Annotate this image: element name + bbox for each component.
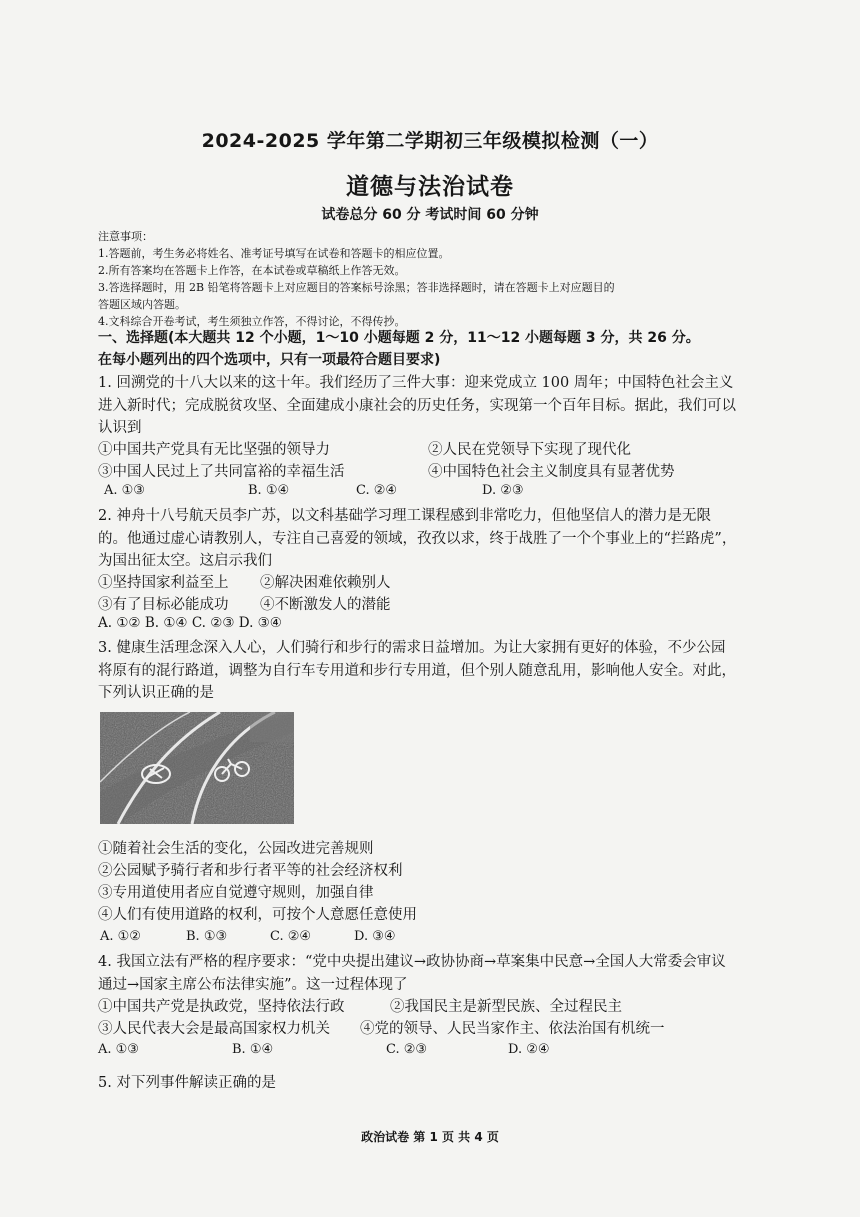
q1-options — [98, 483, 738, 505]
q4-statements-row — [98, 1017, 738, 1039]
q3-stem: 3. 健康生活理念深入人心，人们骑行和步行的需求日益增加。为让大家拥有更好的体验，不少公园将原有的混行路道，调整为自行车专用道和步行专用道，但个别人随意乱用，影响他人安全。对此，下列认识正确的是 — [98, 640, 736, 701]
q3-statement: ④人们有使用道路的权利，可按个人意愿任意使用 — [98, 907, 417, 923]
q2-statement: ③有了目标必能成功 — [98, 597, 229, 613]
note-item: 1.答题前，考生务必将姓名、准考证号填写在试卷和答题卡的相应位置。 — [98, 247, 450, 260]
exam-info: 试卷总分 60 分 考试时间 60 分钟 — [321, 207, 539, 223]
q1-option-a: A. ①③ — [104, 483, 145, 498]
notes-heading: 注意事项： — [98, 230, 153, 243]
q1-statements-row — [98, 460, 738, 482]
q2-statement: ①坚持国家利益至上 — [98, 575, 229, 591]
q4-statement: ④党的领导、人民当家作主、依法治国有机统一 — [360, 1021, 665, 1037]
note-item: 答题区域内答题。 — [98, 298, 186, 311]
q3-statement: ③专用道使用者应自觉遵守规则，加强自律 — [98, 885, 374, 901]
q3-option-b: B. ①③ — [186, 929, 228, 944]
q1-statements-row — [98, 438, 738, 460]
note-item: 3.答选择题时，用 2B 铅笔将答题卡上对应题目的答案标号涂黑；答非选择题时，请在答题卡上对应题目的 — [98, 281, 615, 294]
q1-option-b: B. ①④ — [248, 483, 290, 498]
notes-block — [98, 228, 738, 330]
q3-option-c: C. ②④ — [270, 929, 312, 944]
q3-options — [98, 929, 738, 951]
q2-stem: 2. 神舟十八号航天员李广苏，以文科基础学习理工课程感到非常吃力，但他坚信人的潜力是无限的。他通过虚心请教别人，专注自己喜爱的领域，孜孜以求，终于战胜了一个个事业上的“拦路虎”，为国出征太空。这启示我们 — [98, 508, 737, 569]
exam-title: 2024-2025 学年第二学期初三年级模拟检测（一） — [201, 130, 659, 152]
q3-statement: ①随着社会生活的变化，公园改进完善规则 — [98, 841, 374, 857]
q1-statement: ④中国特色社会主义制度具有显著优势 — [428, 464, 675, 480]
page-footer: 政治试卷 第 1 页 共 4 页 — [361, 1130, 499, 1144]
q1-statement: ③中国人民过上了共同富裕的幸福生活 — [98, 464, 345, 480]
q4-option-a: A. ①③ — [98, 1042, 139, 1057]
q1-option-c: C. ②④ — [356, 483, 398, 498]
q1-statement: ②人民在党领导下实现了现代化 — [428, 442, 631, 458]
q5-stem: 5. 对下列事件解读正确的是 — [98, 1075, 276, 1091]
q3-option-d: D. ③④ — [354, 929, 396, 944]
section-line: 一、选择题(本大题共 12 个小题，1～10 小题每题 2 分，11～12 小题每题 3 分，共 26 分。 — [98, 330, 700, 346]
q2-options: A. ①② B. ①④ C. ②③ D. ③④ — [98, 615, 282, 631]
q2-statement: ②解决困难依赖别人 — [260, 575, 391, 591]
q3-statement: ②公园赋予骑行者和步行者平等的社会经济权利 — [98, 863, 403, 879]
note-item: 2.所有答案均在答题卡上作答，在本试卷或草稿纸上作答无效。 — [98, 264, 406, 277]
q4-option-d: D. ②④ — [508, 1042, 550, 1057]
q4-option-b: B. ①④ — [232, 1042, 274, 1057]
q4-statement: ③人民代表大会是最高国家权力机关 — [98, 1021, 330, 1037]
q1-option-d: D. ②③ — [482, 483, 524, 498]
section-line: 在每小题列出的四个选项中，只有一项最符合题目要求) — [98, 352, 441, 368]
q3-option-a: A. ①② — [100, 929, 141, 944]
note-item: 4.文科综合开卷考试，考生须独立作答，不得讨论，不得传抄。 — [98, 315, 406, 328]
q4-statement: ①中国共产党是执政党，坚持依法行政 — [98, 999, 345, 1015]
subject-title: 道德与法治试卷 — [346, 174, 514, 200]
q4-options — [98, 1042, 738, 1064]
q4-stem: 4. 我国立法有严格的程序要求：“党中央提出建议→政协协商→草案集中民意→全国人大常委会审议通过→国家主席公布法律实施”。这一过程体现了 — [98, 954, 726, 993]
q2-statement: ④不断激发人的潜能 — [260, 597, 391, 613]
bike-lane-photo — [100, 712, 294, 824]
q1-stem: 1. 回溯党的十八大以来的这十年。我们经历了三件大事：迎来党成立 100 周年；中国特色社会主义进入新时代；完成脱贫攻坚、全面建成小康社会的历史任务，实现第一个百年目标。据此，我们可以认识到 — [98, 375, 736, 436]
section-heading — [98, 327, 758, 371]
q2-statements-row — [98, 593, 738, 615]
q4-option-c: C. ②③ — [386, 1042, 428, 1057]
q2-statements-row — [98, 571, 738, 593]
q4-statements-row — [98, 995, 738, 1017]
q1-statement: ①中国共产党具有无比坚强的领导力 — [98, 442, 330, 458]
q4-statement: ②我国民主是新型民族、全过程民主 — [390, 999, 622, 1015]
